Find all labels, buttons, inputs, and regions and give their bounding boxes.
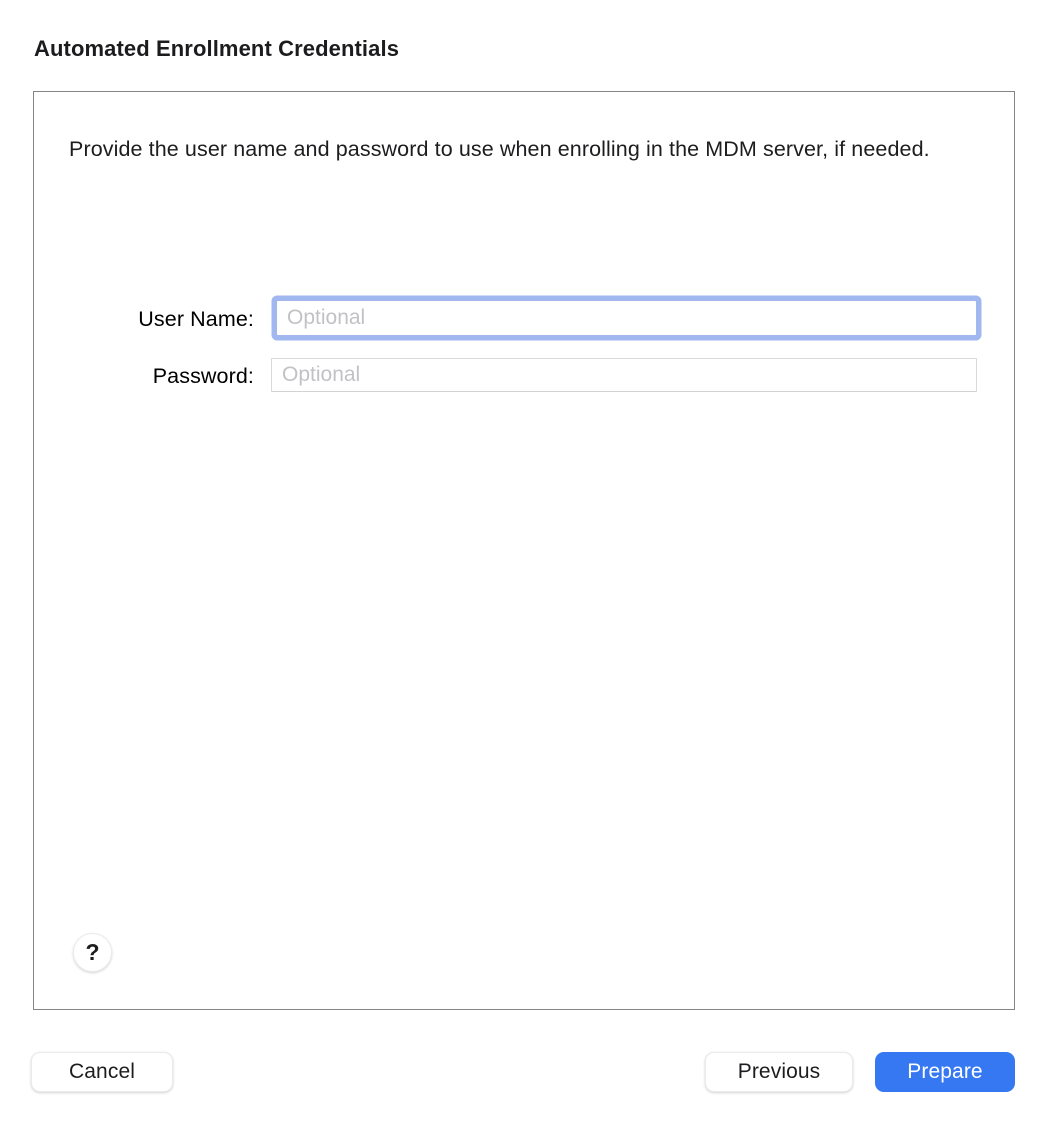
password-label: Password: [152,364,254,388]
question-mark-icon: ? [85,939,100,965]
cancel-button[interactable]: Cancel [31,1052,173,1092]
user-name-label: User Name: [138,307,254,331]
previous-button[interactable]: Previous [705,1052,853,1092]
page-title: Automated Enrollment Credentials [34,36,400,61]
prepare-button[interactable]: Prepare [875,1052,1015,1092]
password-input[interactable] [271,358,977,392]
panel-description: Provide the user name and password to use when enrolling in the MDM server, if needed. [69,137,930,161]
help-button[interactable] [73,933,112,972]
user-name-input[interactable] [276,300,977,336]
credentials-panel [33,91,1015,1010]
